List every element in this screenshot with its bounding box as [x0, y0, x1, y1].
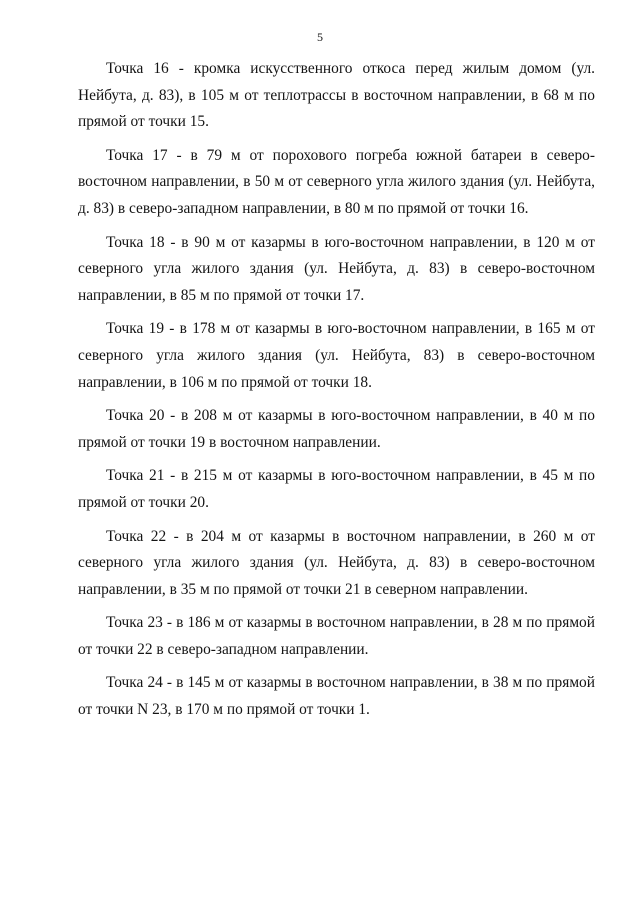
paragraph-point-22: Точка 22 - в 204 м от казармы в восточном направлении, в 260 м от северного угла жилого здания (ул. Нейбута, д. 83) в северо-восточном направлении, в 35 м по прямой от точки 21 в северном направлении. [78, 527, 595, 598]
paragraph-point-19: Точка 19 - в 178 м от казармы в юго-восточном направлении, в 165 м от северного угла жилого здания (ул. Нейбута, 83) в северо-восточном направлении, в 106 м по прямой от точки 18. [78, 320, 595, 391]
paragraph-point-17: Точка 17 - в 79 м от порохового погреба южной батареи в северо-восточном направлении, в 50 м от северного угла жилого здания (ул. Нейбута, д. 83) в северо-западном направлении, в 80 м по прямой от точки 16. [78, 146, 595, 217]
page-number: 5 [317, 30, 323, 44]
paragraph-point-24: Точка 24 - в 145 м от казармы в восточном направлении, в 38 м по прямой от точки N 23, в 170 м по прямой от точки 1. [78, 674, 595, 719]
paragraph-point-21: Точка 21 - в 215 м от казармы в юго-восточном направлении, в 45 м по прямой от точки 20. [78, 467, 595, 511]
paragraph-point-16: Точка 16 - кромка искусственного откоса перед жилым домом (ул. Нейбута, д. 83), в 105 м от теплотрассы в восточном направлении, в 68 м по прямой от точки 15. [78, 60, 595, 131]
paragraph-point-18: Точка 18 - в 90 м от казармы в юго-восточном направлении, в 120 м от северного угла жилого здания (ул. Нейбута, д. 83) в северо-восточном направлении, в 85 м по прямой от точки 17. [78, 233, 595, 304]
document-body [78, 56, 595, 731]
paragraph-point-23: Точка 23 - в 186 м от казармы в восточном направлении, в 28 м по прямой от точки 22 в северо-западном направлении. [78, 614, 595, 658]
paragraph-point-20: Точка 20 - в 208 м от казармы в юго-восточном направлении, в 40 м по прямой от точки 19 в восточном направлении. [78, 407, 595, 451]
